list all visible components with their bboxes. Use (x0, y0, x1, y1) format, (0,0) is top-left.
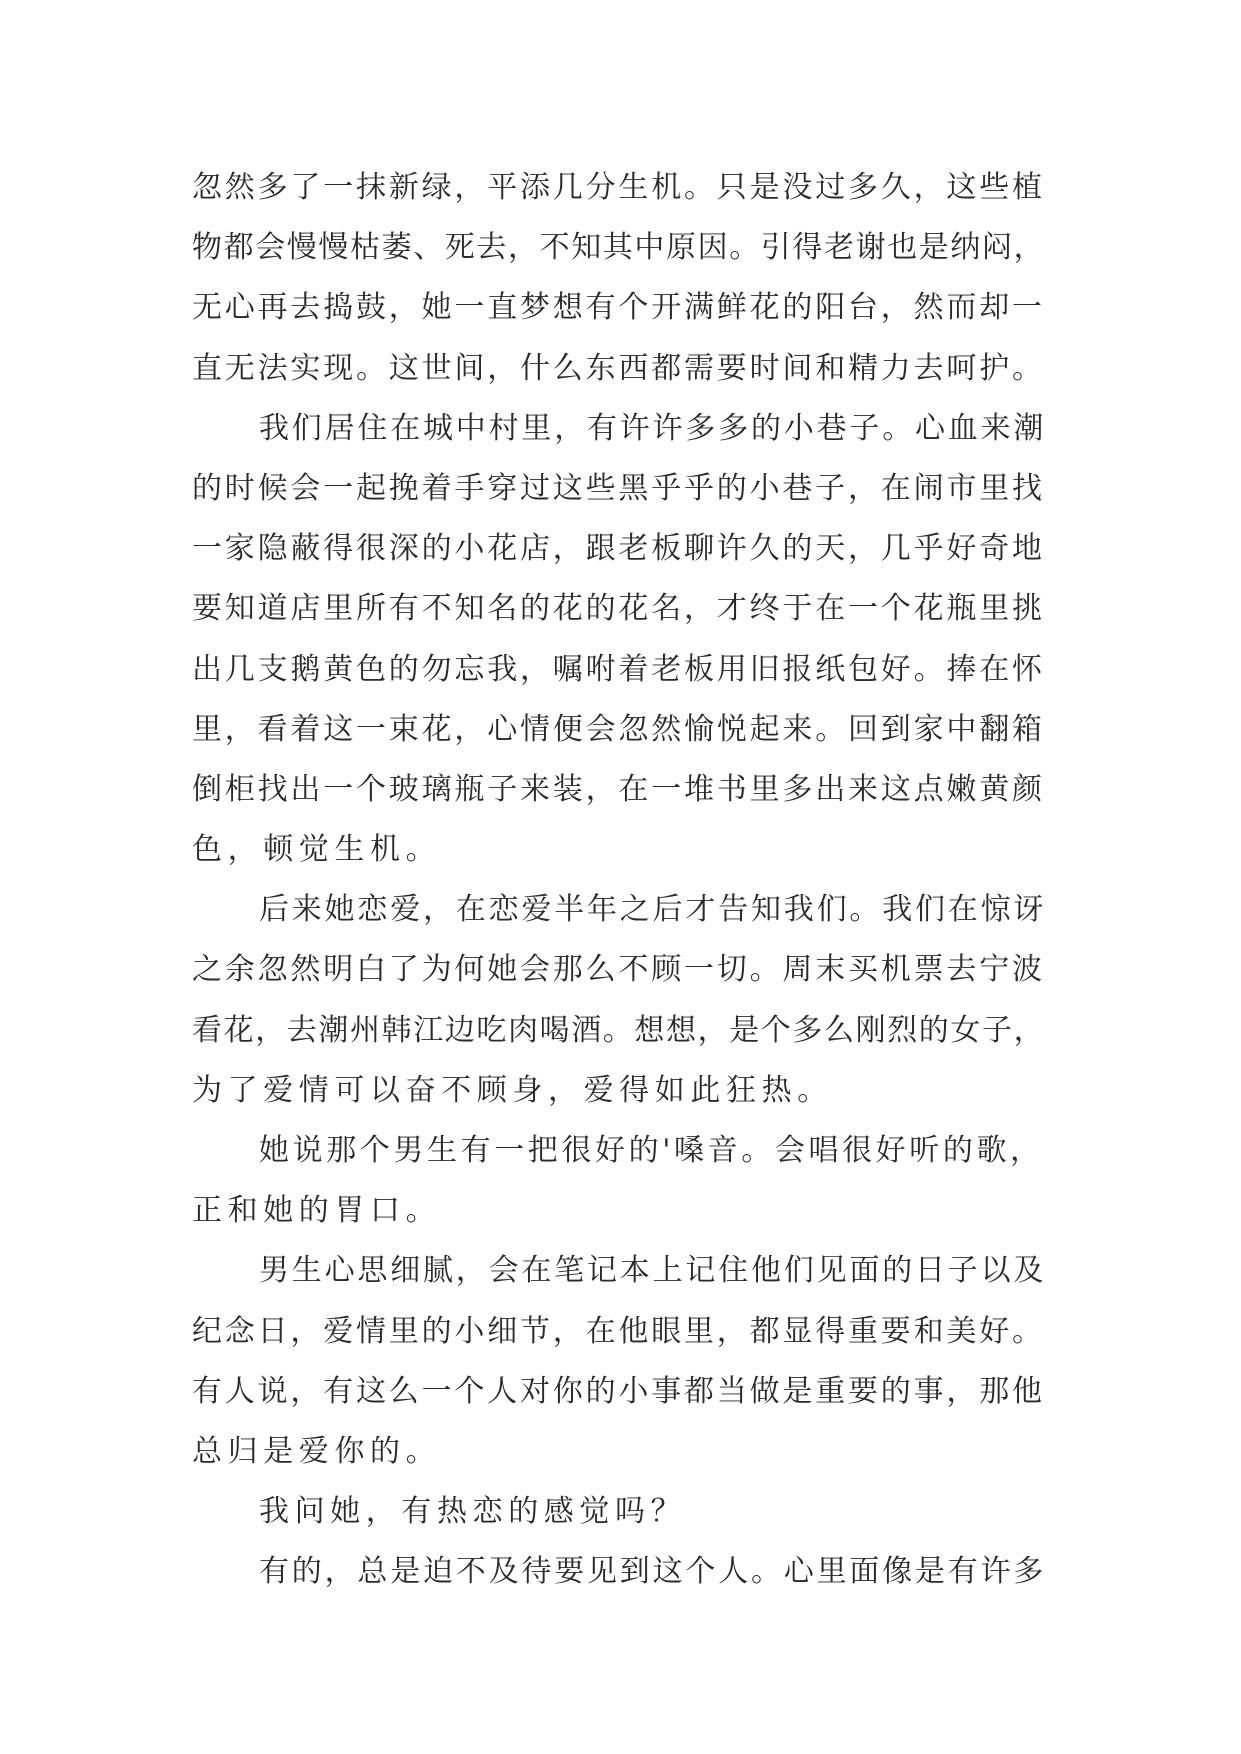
body-text (192, 158, 1052, 1603)
text-line: 出几支鹅黄色的勿忘我，嘱咐着老板用旧报纸包好。捧在怀 (192, 651, 1045, 687)
text-line: 倒柜找出一个玻璃瓶子来装，在一堆书里多出来这点嫩黄颜 (192, 771, 1045, 807)
text-line: 为了爱情可以奋不顾身，爱得如此狂热。 (192, 1072, 833, 1108)
paragraph-start-line: 有的，总是迫不及待要见到这个人。心里面像是有许多 (259, 1554, 1047, 1590)
paragraph-start-line: 她说那个男生有一把很好的'嗓音。会唱很好听的歌， (259, 1133, 1044, 1168)
paragraph-start-line: 我问她，有热恋的感觉吗？ (259, 1494, 687, 1530)
text-line: 物都会慢慢枯萎、死去，不知其中原因。引得老谢也是纳闷， (192, 230, 1046, 266)
paragraph-start-line: 男生心思细腻，会在笔记本上记住他们见面的日子以及 (259, 1253, 1047, 1289)
text-line: 无心再去捣鼓，她一直梦想有个开满鲜花的阳台，然而却一 (192, 290, 1045, 326)
text-line: 直无法实现。这世间，什么东西都需要时间和精力去呵护。 (192, 350, 1045, 386)
text-line: 色，顿觉生机。 (192, 832, 442, 868)
paragraph-start-line: 后来她恋爱，在恋爱半年之后才告知我们。我们在惊讶 (259, 892, 1047, 928)
text-line: 里，看着这一束花，心情便会忽然愉悦起来。回到家中翻箱 (192, 711, 1045, 747)
text-line: 正和她的胃口。 (192, 1193, 442, 1229)
text-line: 一家隐蔽得很深的小花店，跟老板聊许久的天，几乎好奇地 (192, 531, 1045, 567)
text-line: 总归是爱你的。 (192, 1433, 442, 1469)
text-line: 纪念日，爱情里的小细节，在他眼里，都显得重要和美好。 (192, 1313, 1045, 1349)
paragraph-start-line: 我们居住在城中村里，有许许多多的小巷子。心血来潮 (259, 410, 1047, 446)
text-line: 看花，去潮州韩江边吃肉喝酒。想想，是个多么刚烈的女子， (192, 1012, 1046, 1048)
text-line: 有人说，有这么一个人对你的小事都当做是重要的事，那他 (192, 1373, 1045, 1409)
text-line: 要知道店里所有不知名的花的花名，才终于在一个花瓶里挑 (192, 591, 1045, 627)
text-line: 的时候会一起挽着手穿过这些黑乎乎的小巷子，在闹市里找 (192, 470, 1045, 506)
text-line: 之余忽然明白了为何她会那么不顾一切。周末买机票去宁波 (192, 952, 1045, 988)
text-line: 忽然多了一抹新绿，平添几分生机。只是没过多久，这些植 (192, 170, 1045, 205)
